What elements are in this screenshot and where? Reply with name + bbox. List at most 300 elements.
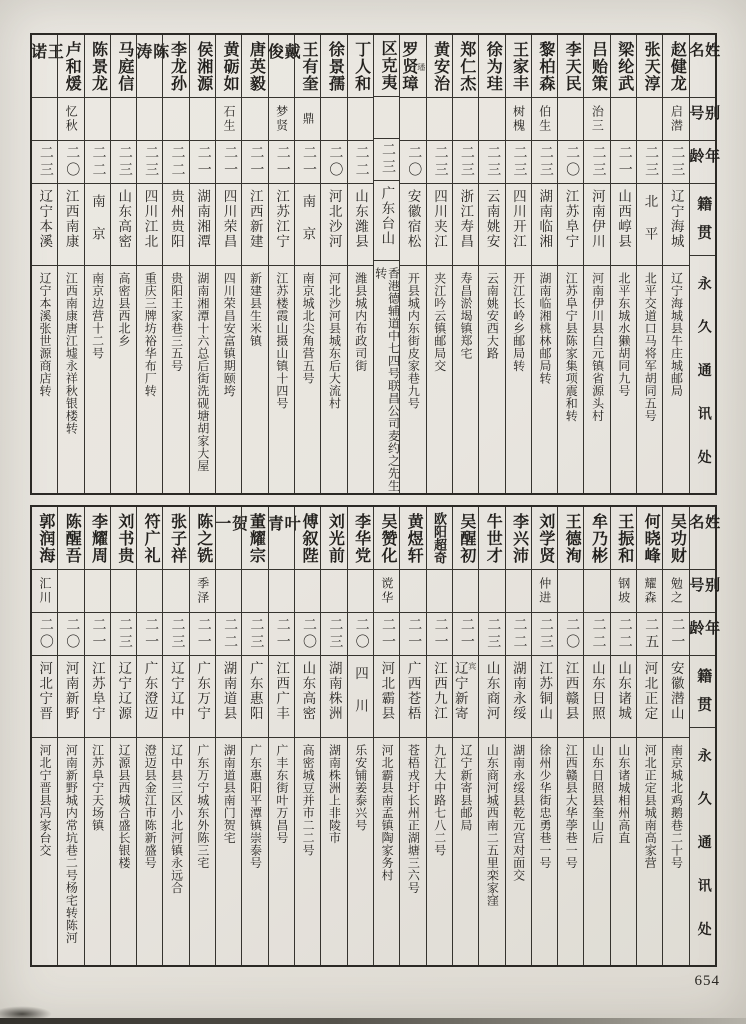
person-column <box>426 507 452 965</box>
name-cell: 叶青 <box>269 507 294 570</box>
person-column <box>347 35 373 493</box>
name-cell: 吴赞化 <box>374 507 399 570</box>
origin-cell: 广东万宁 <box>190 656 215 738</box>
age-cell: 二二 <box>506 613 531 656</box>
origin-cell: 山西崞县 <box>611 184 636 266</box>
age-cell: 二一 <box>216 141 241 184</box>
name-cell: 马庭信 <box>111 35 136 98</box>
header-column <box>687 507 720 965</box>
age-cell: 二三 <box>427 141 452 184</box>
origin-cell: 贵州贵阳 <box>163 184 188 266</box>
person-column <box>505 507 531 965</box>
directory-table-bottom <box>30 505 720 967</box>
name-cell: 侯湘源 <box>190 35 215 98</box>
age-cell: 二三 <box>321 613 346 656</box>
alias-cell: 石生 <box>216 98 241 141</box>
age-cell: 二一 <box>190 613 215 656</box>
person-column <box>265 507 300 965</box>
origin-cell: 山东潍县 <box>348 184 373 266</box>
age-cell: 二一 <box>269 141 294 184</box>
alias-cell: 钢坡 <box>611 570 636 613</box>
address-cell: 辽宁新寄县邮局 <box>459 744 473 832</box>
name-cell: 李天民 <box>558 35 583 98</box>
alias-cell <box>348 98 373 141</box>
header-address: 永久通讯处 <box>695 748 711 965</box>
address-cell: 九江大中路七八二号 <box>432 744 447 857</box>
origin-cell: 湖南临湘 <box>532 184 557 266</box>
person-column <box>84 507 110 965</box>
alias-cell <box>453 570 478 613</box>
name-cell: 陈醒吾 <box>58 507 83 570</box>
address-cell: 广丰东街叶万昌号 <box>274 744 289 844</box>
alias-cell <box>111 570 136 613</box>
name-cell: 王振和 <box>611 507 636 570</box>
alias-cell <box>506 570 531 613</box>
address-cell: 河北沙河县城东后大流村 <box>327 272 342 410</box>
name-cell: 唐英毅 <box>242 35 267 98</box>
origin-cell: 山东诸城 <box>611 656 636 738</box>
age-cell: 二三 <box>637 141 662 184</box>
age-cell: 二三 <box>453 141 478 184</box>
origin-cell: 河南新野 <box>58 656 83 738</box>
alias-cell: 治三 <box>584 98 609 141</box>
age-cell: 二五 <box>637 613 662 656</box>
person-column <box>531 35 557 493</box>
age-cell: 二一 <box>611 141 636 184</box>
age-cell: 二二 <box>348 141 373 184</box>
age-cell: 二一 <box>269 613 294 656</box>
person-column <box>610 35 636 493</box>
origin-cell: 四川荣昌 <box>216 184 241 266</box>
person-column <box>478 35 504 493</box>
age-cell: 二一 <box>85 613 110 656</box>
age-cell: 二三 <box>137 141 162 184</box>
person-column <box>505 35 531 493</box>
name-cell: 李华党 <box>348 507 373 570</box>
name-cell: 吴醒初 <box>453 507 478 570</box>
address-cell: 江西南康唐江墟永祥秋银楼转 <box>64 272 79 435</box>
person-column <box>57 35 83 493</box>
alias-cell: 汇川 <box>32 570 57 613</box>
alias-cell: 季泽 <box>190 570 215 613</box>
person-column <box>610 507 636 965</box>
address-cell: 广东惠阳平潭镇崇泰号 <box>248 744 263 869</box>
age-cell: 二〇 <box>32 613 57 656</box>
alias-cell <box>269 570 294 613</box>
alias-cell <box>163 98 188 141</box>
name-cell: 丁人和 <box>348 35 373 98</box>
address-cell: 河北正定县城南高家营 <box>643 744 658 869</box>
age-cell: 二三 <box>374 139 399 181</box>
age-cell: 二三 <box>506 141 531 184</box>
age-cell: 二一 <box>374 613 399 656</box>
alias-cell <box>242 570 267 613</box>
origin-cell: 江苏江宁 <box>269 184 294 266</box>
name-cell: 吴功财 <box>663 507 688 570</box>
alias-cell <box>348 570 373 613</box>
origin-cell: 河北正定 <box>637 656 662 738</box>
address-cell: 寿昌淤堨镇郑宅 <box>459 272 473 360</box>
alias-cell <box>32 98 57 141</box>
header-age: 年龄 <box>690 141 715 184</box>
person-column <box>478 507 504 965</box>
person-column <box>212 507 247 965</box>
name-cell: 牛世才 <box>479 507 504 570</box>
origin-cell: 广东澄迈 <box>137 656 162 738</box>
origin-cell: 山东日照 <box>584 656 609 738</box>
name-cell: 刘光前 <box>321 507 346 570</box>
name-cell: 张天淳 <box>637 35 662 98</box>
header-alias: 别号 <box>690 98 715 141</box>
person-column <box>662 35 688 493</box>
address-cell: 江苏楼霞山摄山镇十四号 <box>274 272 289 410</box>
origin-cell: 湖南株洲 <box>321 656 346 738</box>
alias-cell <box>453 98 478 141</box>
address-cell: 湖南株洲上非陵市 <box>327 744 342 844</box>
person-column <box>662 507 688 965</box>
name-cell: 吕贻策 <box>584 35 609 98</box>
origin-cell: 江西广丰 <box>269 656 294 738</box>
name-cell: 徐景孺 <box>321 35 346 98</box>
header-age: 年龄 <box>690 613 715 656</box>
scan-bottom-edge <box>0 1018 746 1024</box>
address-cell: 高密县西北乡 <box>116 272 131 347</box>
name-cell: 陈之铣 <box>190 507 215 570</box>
alias-cell: 树槐 <box>506 98 531 141</box>
alias-cell <box>190 98 215 141</box>
origin-cell: 广西苍梧 <box>400 656 425 738</box>
address-cell: 苍梧戎圩长州正湖塘三六号 <box>406 744 421 894</box>
name-cell: 陈涛 <box>137 35 162 98</box>
small-annotation: 璠 <box>416 62 426 71</box>
age-cell: 二三 <box>479 141 504 184</box>
address-cell: 乐安铺姜泰兴号 <box>353 744 368 832</box>
address-cell: 湖南永绥县乾元宫对面交 <box>511 744 526 882</box>
name-cell: 王有奎 <box>295 35 320 98</box>
name-cell: 欧阳超奇 <box>427 507 452 570</box>
name-cell: 王德洵 <box>558 507 583 570</box>
age-cell: 二三 <box>111 141 136 184</box>
person-column <box>557 507 583 965</box>
origin-cell: 四川开江 <box>506 184 531 266</box>
age-cell: 二一 <box>453 613 478 656</box>
age-cell: 二三 <box>479 613 504 656</box>
name-cell: 黎柏森 <box>532 35 557 98</box>
address-cell: 湖南湘潭十六总后街洗砚塘胡家大屋 <box>195 272 210 472</box>
address-cell: 辽中县三区小北河镇永远合 <box>169 744 184 894</box>
small-annotation: 宾 <box>467 662 477 670</box>
origin-cell: 河北霸县 <box>374 656 399 738</box>
alias-cell <box>611 98 636 141</box>
age-cell: 二〇 <box>348 613 373 656</box>
name-cell: 梁纶武 <box>611 35 636 98</box>
alias-cell <box>584 570 609 613</box>
address-cell: 徐州少华街忠勇巷一号 <box>537 744 552 869</box>
age-cell: 二一 <box>663 613 688 656</box>
origin-cell: 广东惠阳 <box>242 656 267 738</box>
origin-cell: 河北沙河 <box>321 184 346 266</box>
alias-cell <box>85 570 110 613</box>
address-cell: 开县城内东街皮家巷九号 <box>406 272 421 410</box>
origin-cell: 辽宁海城 <box>663 184 688 266</box>
name-cell: 李龙孙 <box>163 35 188 98</box>
origin-cell: 北平 <box>637 184 662 266</box>
origin-cell: 辽宁新寄 宾 <box>453 656 478 738</box>
address-cell: 重庆三牌坊裕华布厂转 <box>143 272 158 397</box>
age-cell: 二〇 <box>321 141 346 184</box>
header-origin: 籍贯 <box>690 184 715 256</box>
name-cell: 李耀周 <box>85 507 110 570</box>
origin-cell: 山东商河 <box>479 656 504 738</box>
age-cell: 二〇 <box>58 141 83 184</box>
name-cell: 牟乃彬 <box>584 507 609 570</box>
name-cell: 王诺 <box>32 35 57 98</box>
origin-cell: 江苏铜山 <box>532 656 557 738</box>
person-column <box>452 507 478 965</box>
address-cell: 江西赣县大华荸巷一号 <box>564 744 579 869</box>
person-column <box>110 507 136 965</box>
age-cell: 二三 <box>532 141 557 184</box>
address-cell: 广东万宁城东外陈三宅 <box>195 744 210 869</box>
age-cell: 二一 <box>190 141 215 184</box>
person-column <box>320 35 346 493</box>
header-origin: 籍贯 <box>690 656 715 728</box>
alias-cell <box>163 570 188 613</box>
address-cell: 湖南临湘桃林邮局转 <box>537 272 552 385</box>
address-cell: 湖南道县南门贺宅 <box>222 744 237 844</box>
person-column <box>32 507 57 965</box>
person-column <box>636 35 662 493</box>
origin-cell: 辽宁本溪 <box>32 184 57 266</box>
address-cell: 四川荣昌安富镇期颐垮 <box>222 272 237 397</box>
alias-cell <box>242 98 267 141</box>
origin-cell: 湖南道县 <box>216 656 241 738</box>
address-cell: 辽源县西城合盛长银楼 <box>116 744 131 869</box>
header-alias: 别号 <box>690 570 715 613</box>
header-address: 永久通讯处 <box>695 276 711 493</box>
age-cell: 二一 <box>400 613 425 656</box>
alias-cell <box>137 98 162 141</box>
person-column <box>294 35 320 493</box>
age-cell: 二三 <box>242 613 267 656</box>
age-cell: 二三 <box>111 613 136 656</box>
person-column <box>189 507 215 965</box>
address-cell: 南京城北尖角营五号 <box>301 272 316 385</box>
name-cell: 符广礼 <box>137 507 162 570</box>
person-column <box>399 507 425 965</box>
person-column <box>452 35 478 493</box>
age-cell: 二二 <box>163 141 188 184</box>
person-column <box>84 35 110 493</box>
person-column <box>583 35 609 493</box>
alias-cell: 梦贤 <box>269 98 294 141</box>
origin-cell: 四川江北 <box>137 184 162 266</box>
origin-cell: 南京 <box>85 184 110 266</box>
person-column <box>265 35 300 493</box>
alias-cell: 鼎 <box>295 98 320 141</box>
alias-cell <box>400 570 425 613</box>
alias-cell <box>374 97 399 139</box>
address-cell: 南京城北鸡鹅巷二十号 <box>669 744 684 869</box>
name-cell: 王家丰 <box>506 35 531 98</box>
person-column <box>215 35 241 493</box>
name-cell: 黄砺如 <box>216 35 241 98</box>
name-cell: 刘学贤 <box>532 507 557 570</box>
directory-table-top <box>28 33 720 495</box>
age-cell: 二三 <box>584 141 609 184</box>
person-column <box>636 507 662 965</box>
age-cell: 二二 <box>611 613 636 656</box>
address-cell: 河北宁晋县冯家台交 <box>38 744 52 857</box>
alias-cell: 启潜 <box>663 98 688 141</box>
alias-cell <box>558 98 583 141</box>
person-column <box>557 35 583 493</box>
alias-cell <box>558 570 583 613</box>
alias-cell <box>321 570 346 613</box>
origin-cell: 江西新建 <box>242 184 267 266</box>
origin-cell: 江西赣县 <box>558 656 583 738</box>
alias-cell <box>479 98 504 141</box>
alias-cell <box>58 570 83 613</box>
address-cell: 贵阳王家巷三五号 <box>169 272 184 372</box>
address-cell: 潍县城内布政司街 <box>353 272 368 372</box>
name-cell: 贺一 <box>216 507 241 570</box>
address-cell: 江苏阜宁天场镇 <box>90 744 105 832</box>
person-column <box>294 507 320 965</box>
age-cell: 二〇 <box>58 613 83 656</box>
origin-cell: 河南伊川 <box>584 184 609 266</box>
origin-cell: 安徽潜山 <box>663 656 688 738</box>
origin-cell: 辽宁辽源 <box>111 656 136 738</box>
person-column <box>28 35 63 493</box>
name-cell: 戴俊 <box>269 35 294 98</box>
age-cell: 二一 <box>427 613 452 656</box>
address-cell: 河北霸县南孟镇陶家务村 <box>380 744 395 882</box>
name-cell: 赵健龙 <box>663 35 688 98</box>
person-column <box>241 35 267 493</box>
name-cell: 徐为珪 <box>479 35 504 98</box>
alias-cell <box>216 570 241 613</box>
person-column <box>373 507 399 965</box>
age-cell: 二三 <box>663 141 688 184</box>
origin-cell: 四川 <box>348 656 373 738</box>
address-cell: 山东日照县奎山后 <box>590 744 605 844</box>
address-cell: 山东诸城相州高直 <box>616 744 631 844</box>
age-cell: 二一 <box>242 141 267 184</box>
origin-cell: 四川夹江 <box>427 184 452 266</box>
address-cell: 夹江吟云镇邮局交 <box>432 272 447 372</box>
name-cell: 区克夷 <box>374 35 399 97</box>
origin-cell: 江西九江 <box>427 656 452 738</box>
name-cell: 卢和煖 <box>58 35 83 98</box>
origin-cell: 辽宁辽中 <box>163 656 188 738</box>
alias-cell <box>427 570 452 613</box>
person-column <box>241 507 267 965</box>
address-cell: 江苏阜宁县陈家集项震和转 <box>564 272 579 422</box>
alias-cell <box>85 98 110 141</box>
person-column <box>110 35 136 493</box>
address-cell: 北平交道口马将军胡同五号 <box>643 272 658 422</box>
person-column <box>320 507 346 965</box>
person-column <box>373 35 399 493</box>
name-cell: 张子祥 <box>163 507 188 570</box>
header-column <box>687 35 720 493</box>
name-cell: 罗贤璋 璠 <box>400 35 425 98</box>
age-cell: 二二 <box>85 141 110 184</box>
address-cell: 辽宁本溪张世源商店转 <box>38 272 52 397</box>
age-cell: 二〇 <box>558 141 583 184</box>
name-cell: 何晓峰 <box>637 507 662 570</box>
alias-cell <box>637 98 662 141</box>
alias-cell <box>295 570 320 613</box>
address-cell: 南京边营十二号 <box>90 272 105 360</box>
origin-cell: 湖南永绥 <box>506 656 531 738</box>
alias-cell: 耀森 <box>637 570 662 613</box>
alias-cell: 伯生 <box>532 98 557 141</box>
name-cell: 郭润海 <box>32 507 57 570</box>
person-column <box>189 35 215 493</box>
age-cell: 二〇 <box>295 613 320 656</box>
person-column <box>162 35 188 493</box>
alias-cell: 仲进 <box>532 570 557 613</box>
alias-cell <box>427 98 452 141</box>
origin-cell: 山东高密 <box>111 184 136 266</box>
person-column <box>399 35 425 493</box>
person-column <box>136 507 162 965</box>
alias-cell <box>111 98 136 141</box>
alias-cell: 勉之 <box>663 570 688 613</box>
alias-cell <box>400 98 425 141</box>
name-cell: 董耀宗 <box>242 507 267 570</box>
address-cell: 北平东城水獭胡同九号 <box>616 272 631 397</box>
origin-cell: 南京 <box>295 184 320 266</box>
origin-cell: 山东高密 <box>295 656 320 738</box>
name-cell: 黄安治 <box>427 35 452 98</box>
address-cell: 河南新野城内常坑巷二号杨宅转陈河 <box>64 744 79 944</box>
address-cell: 香港德辅道中七四号联昌公司麦约之先生转 <box>373 266 401 492</box>
person-column <box>133 35 168 493</box>
name-cell: 傅叙陛 <box>295 507 320 570</box>
alias-cell: 忆秋 <box>58 98 83 141</box>
address-cell: 高密城豆并市二二号 <box>301 744 316 857</box>
age-cell: 二〇 <box>558 613 583 656</box>
name-cell: 李兴沛 <box>506 507 531 570</box>
person-column <box>426 35 452 493</box>
origin-cell: 河北宁晋 <box>32 656 57 738</box>
origin-cell: 湖南湘潭 <box>190 184 215 266</box>
person-column <box>531 507 557 965</box>
address-cell: 开江长岭乡邮局转 <box>511 272 526 372</box>
address-cell: 云南姚安西大路 <box>485 272 500 360</box>
origin-cell: 江苏阜宁 <box>558 184 583 266</box>
address-cell: 澄迈县金江市陈新盛号 <box>143 744 158 869</box>
age-cell: 二三 <box>532 613 557 656</box>
person-column <box>347 507 373 965</box>
age-cell: 二一 <box>137 613 162 656</box>
origin-cell: 安徽宿松 <box>400 184 425 266</box>
age-cell: 二二 <box>216 613 241 656</box>
address-cell: 新建县生米镇 <box>248 272 263 347</box>
name-cell: 郑仁杰 <box>453 35 478 98</box>
person-column <box>583 507 609 965</box>
address-cell: 河南伊川县白元镇省源头村 <box>590 272 605 422</box>
address-cell: 辽宁海城县牛庄城邮局 <box>669 272 684 397</box>
page-number: 654 <box>694 973 720 989</box>
age-cell: 二二 <box>584 613 609 656</box>
name-cell: 刘书贵 <box>111 507 136 570</box>
alias-cell <box>321 98 346 141</box>
origin-cell: 江苏阜宁 <box>85 656 110 738</box>
